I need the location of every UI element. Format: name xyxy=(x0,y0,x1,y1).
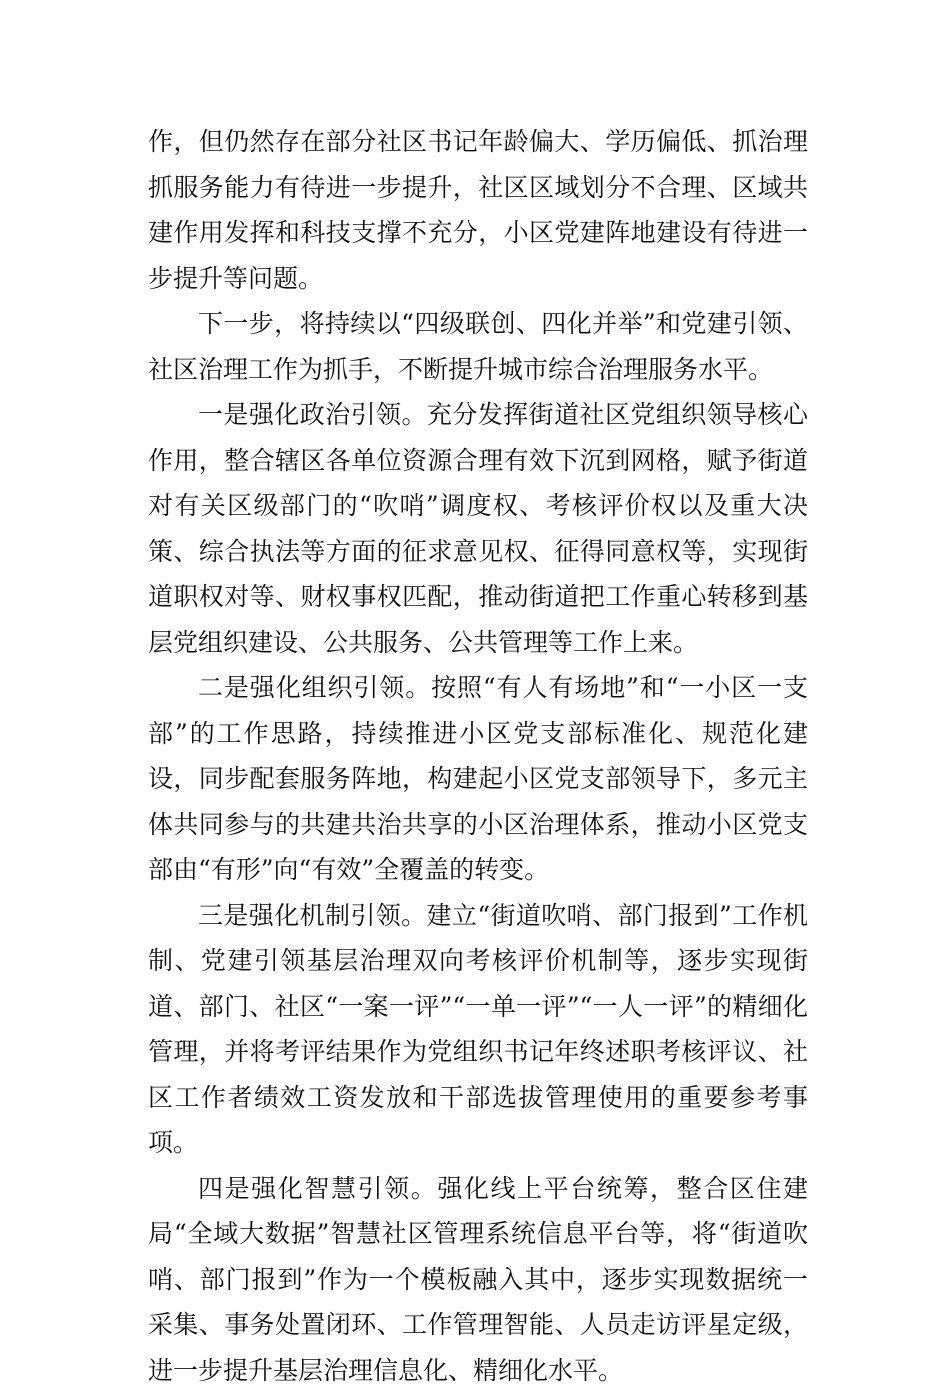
paragraph-continuation: 作，但仍然存在部分社区书记年龄偏大、学历偏低、抓治理抓服务能力有待进一步提升，社区区域划分不合理、区域共建作用发挥和科技支撑不充分，小区党建阵地建设有待进一步提升等问题。 xyxy=(148,119,808,301)
paragraph-next-steps: 下一步，将持续以“四级联创、四化并举”和党建引领、社区治理工作为抓手，不断提升城市综合治理服务水平。 xyxy=(148,301,808,392)
document-body xyxy=(148,119,808,1393)
paragraph-political-guidance: 一是强化政治引领。充分发挥街道社区党组织领导核心作用，整合辖区各单位资源合理有效下沉到网格，赋予街道对有关区级部门的“吹哨”调度权、考核评价权以及重大决策、综合执法等方面的征求意见权、征得同意权等，实现街道职权对等、财权事权匹配，推动街道把工作重心转移到基层党组织建设、公共服务、公共管理等工作上来。 xyxy=(148,392,808,665)
paragraph-mechanism-guidance: 三是强化机制引领。建立“街道吹哨、部门报到”工作机制、党建引领基层治理双向考核评价机制等，逐步实现街道、部门、社区“一案一评”“一单一评”“一人一评”的精细化管理，并将考评结果作为党组织书记年终述职考核评议、社区工作者绩效工资发放和干部选拔管理使用的重要参考事项。 xyxy=(148,893,808,1166)
paragraph-smart-guidance: 四是强化智慧引领。强化线上平台统筹，整合区住建局“全域大数据”智慧社区管理系统信息平台等，将“街道吹哨、部门报到”作为一个模板融入其中，逐步实现数据统一采集、事务处置闭环、工作管理智能、人员走访评星定级，进一步提升基层治理信息化、精细化水平。 xyxy=(148,1166,808,1393)
paragraph-organizational-guidance: 二是强化组织引领。按照“有人有场地”和“一小区一支部”的工作思路，持续推进小区党支部标准化、规范化建设，同步配套服务阵地，构建起小区党支部领导下，多元主体共同参与的共建共治共享的小区治理体系，推动小区党支部由“有形”向“有效”全覆盖的转变。 xyxy=(148,665,808,893)
